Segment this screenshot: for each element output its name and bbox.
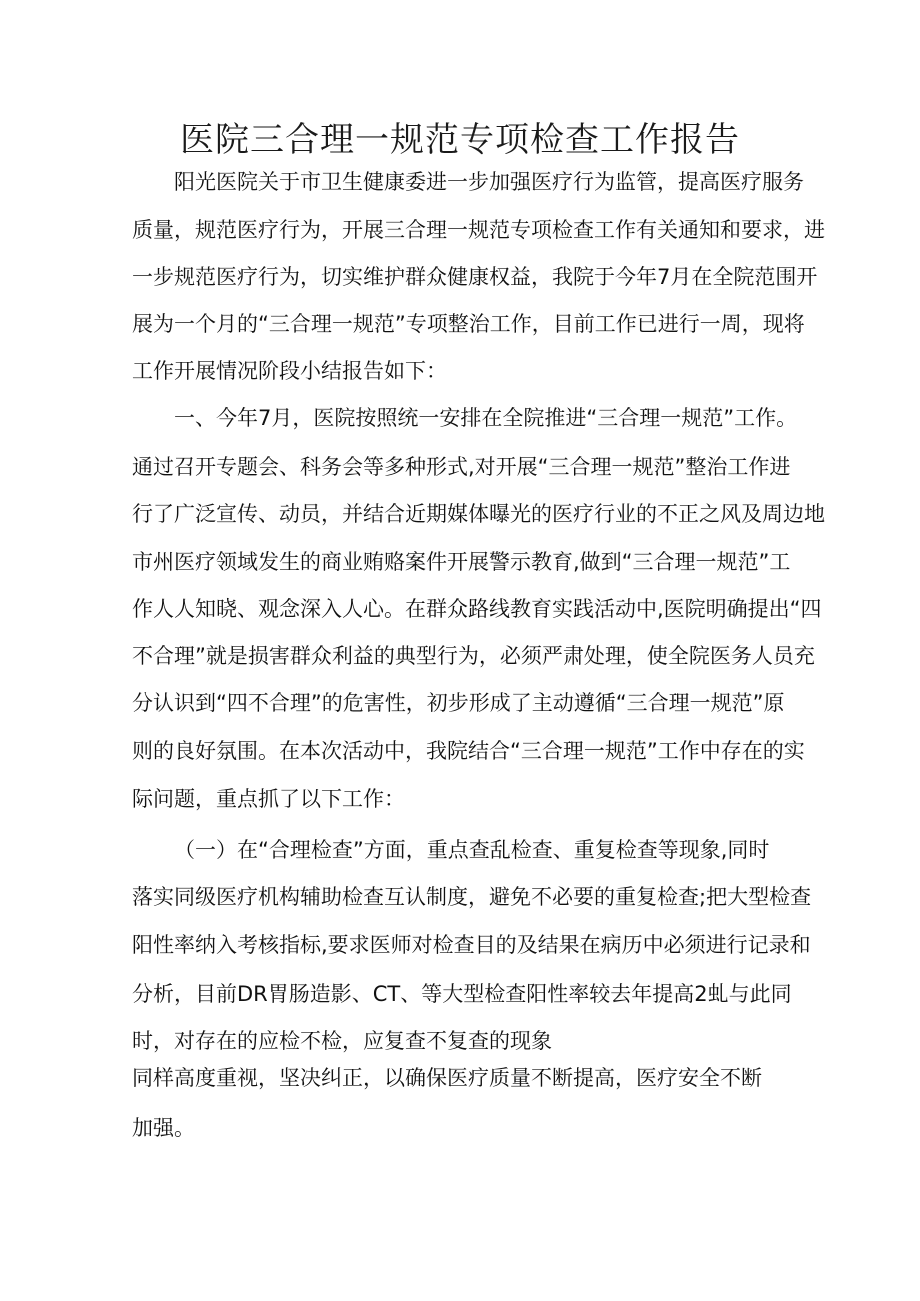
paragraph-line: 不合理”就是损害群众利益的典型行为，必须严肃处理，使全院医务人员充 [132,644,815,668]
paragraph-line: 际问题，重点抓了以下工作： [132,787,405,811]
paragraph-line: 行了广泛宣传、动员，并结合近期媒体曝光的医疗行业的不正之风及周边地 [132,502,825,526]
paragraph-line: 展为一个月的“三合理一规范”专项整治工作，目前工作已进行一周，现将 [132,312,805,336]
paragraph-line: 工作开展情况阶段小结报告如下： [132,359,447,383]
paragraph-line: 时，对存在的应检不检，应复查不复查的现象 [132,1029,552,1053]
paragraph-line: 加强。 [132,1116,195,1140]
document-title: 医院三合理一规范专项检查工作报告 [180,120,740,160]
paragraph-line: 分认识到“四不合理”的危害性，初步形成了主动遵循“三合理一规范”原 [132,691,785,715]
paragraph-line: （一）在“合理检查”方面，重点查乱检查、重复检查等现象,同时 [174,838,770,862]
paragraph-line: 作人人知晓、观念深入人心。在群众路线教育实践活动中,医院明确提出“四 [132,597,822,621]
paragraph-line: 则的良好氛围。在本次活动中，我院结合“三合理一规范”工作中存在的实 [132,739,805,763]
paragraph-line: 同样高度重视，坚决纠正，以确保医疗质量不断提高，医疗安全不断 [132,1066,762,1090]
paragraph-line: 市州医疗领域发生的商业贿赂案件开展警示教育,做到“三合理一规范”工 [132,550,791,574]
paragraph-line: 落实同级医疗机构辅助检查互认制度，避免不必要的重复检查;把大型检查 [132,885,812,909]
paragraph-line: 分析，目前DR胃肠造影、CT、等大型检查阳性率较去年提高2虬与此同 [132,982,792,1006]
paragraph-line: 一、今年7月，医院按照统一安排在全院推进“三合理一规范”工作。 [174,406,798,430]
paragraph-line: 一步规范医疗行为，切实维护群众健康权益，我院于今年7月在全院范围开 [132,265,818,289]
paragraph-line: 阳性率纳入考核指标,要求医师对检查目的及结果在病历中必须进行记录和 [132,933,811,957]
paragraph-line: 通过召开专题会、科务会等多种形式,对开展“三合理一规范”整治工作进 [132,455,791,479]
paragraph-line: 阳光医院关于市卫生健康委进一步加强医疗行为监管，提高医疗服务 [174,170,804,194]
paragraph-line: 质量，规范医疗行为，开展三合理一规范专项检查工作有关通知和要求，进 [132,218,825,242]
